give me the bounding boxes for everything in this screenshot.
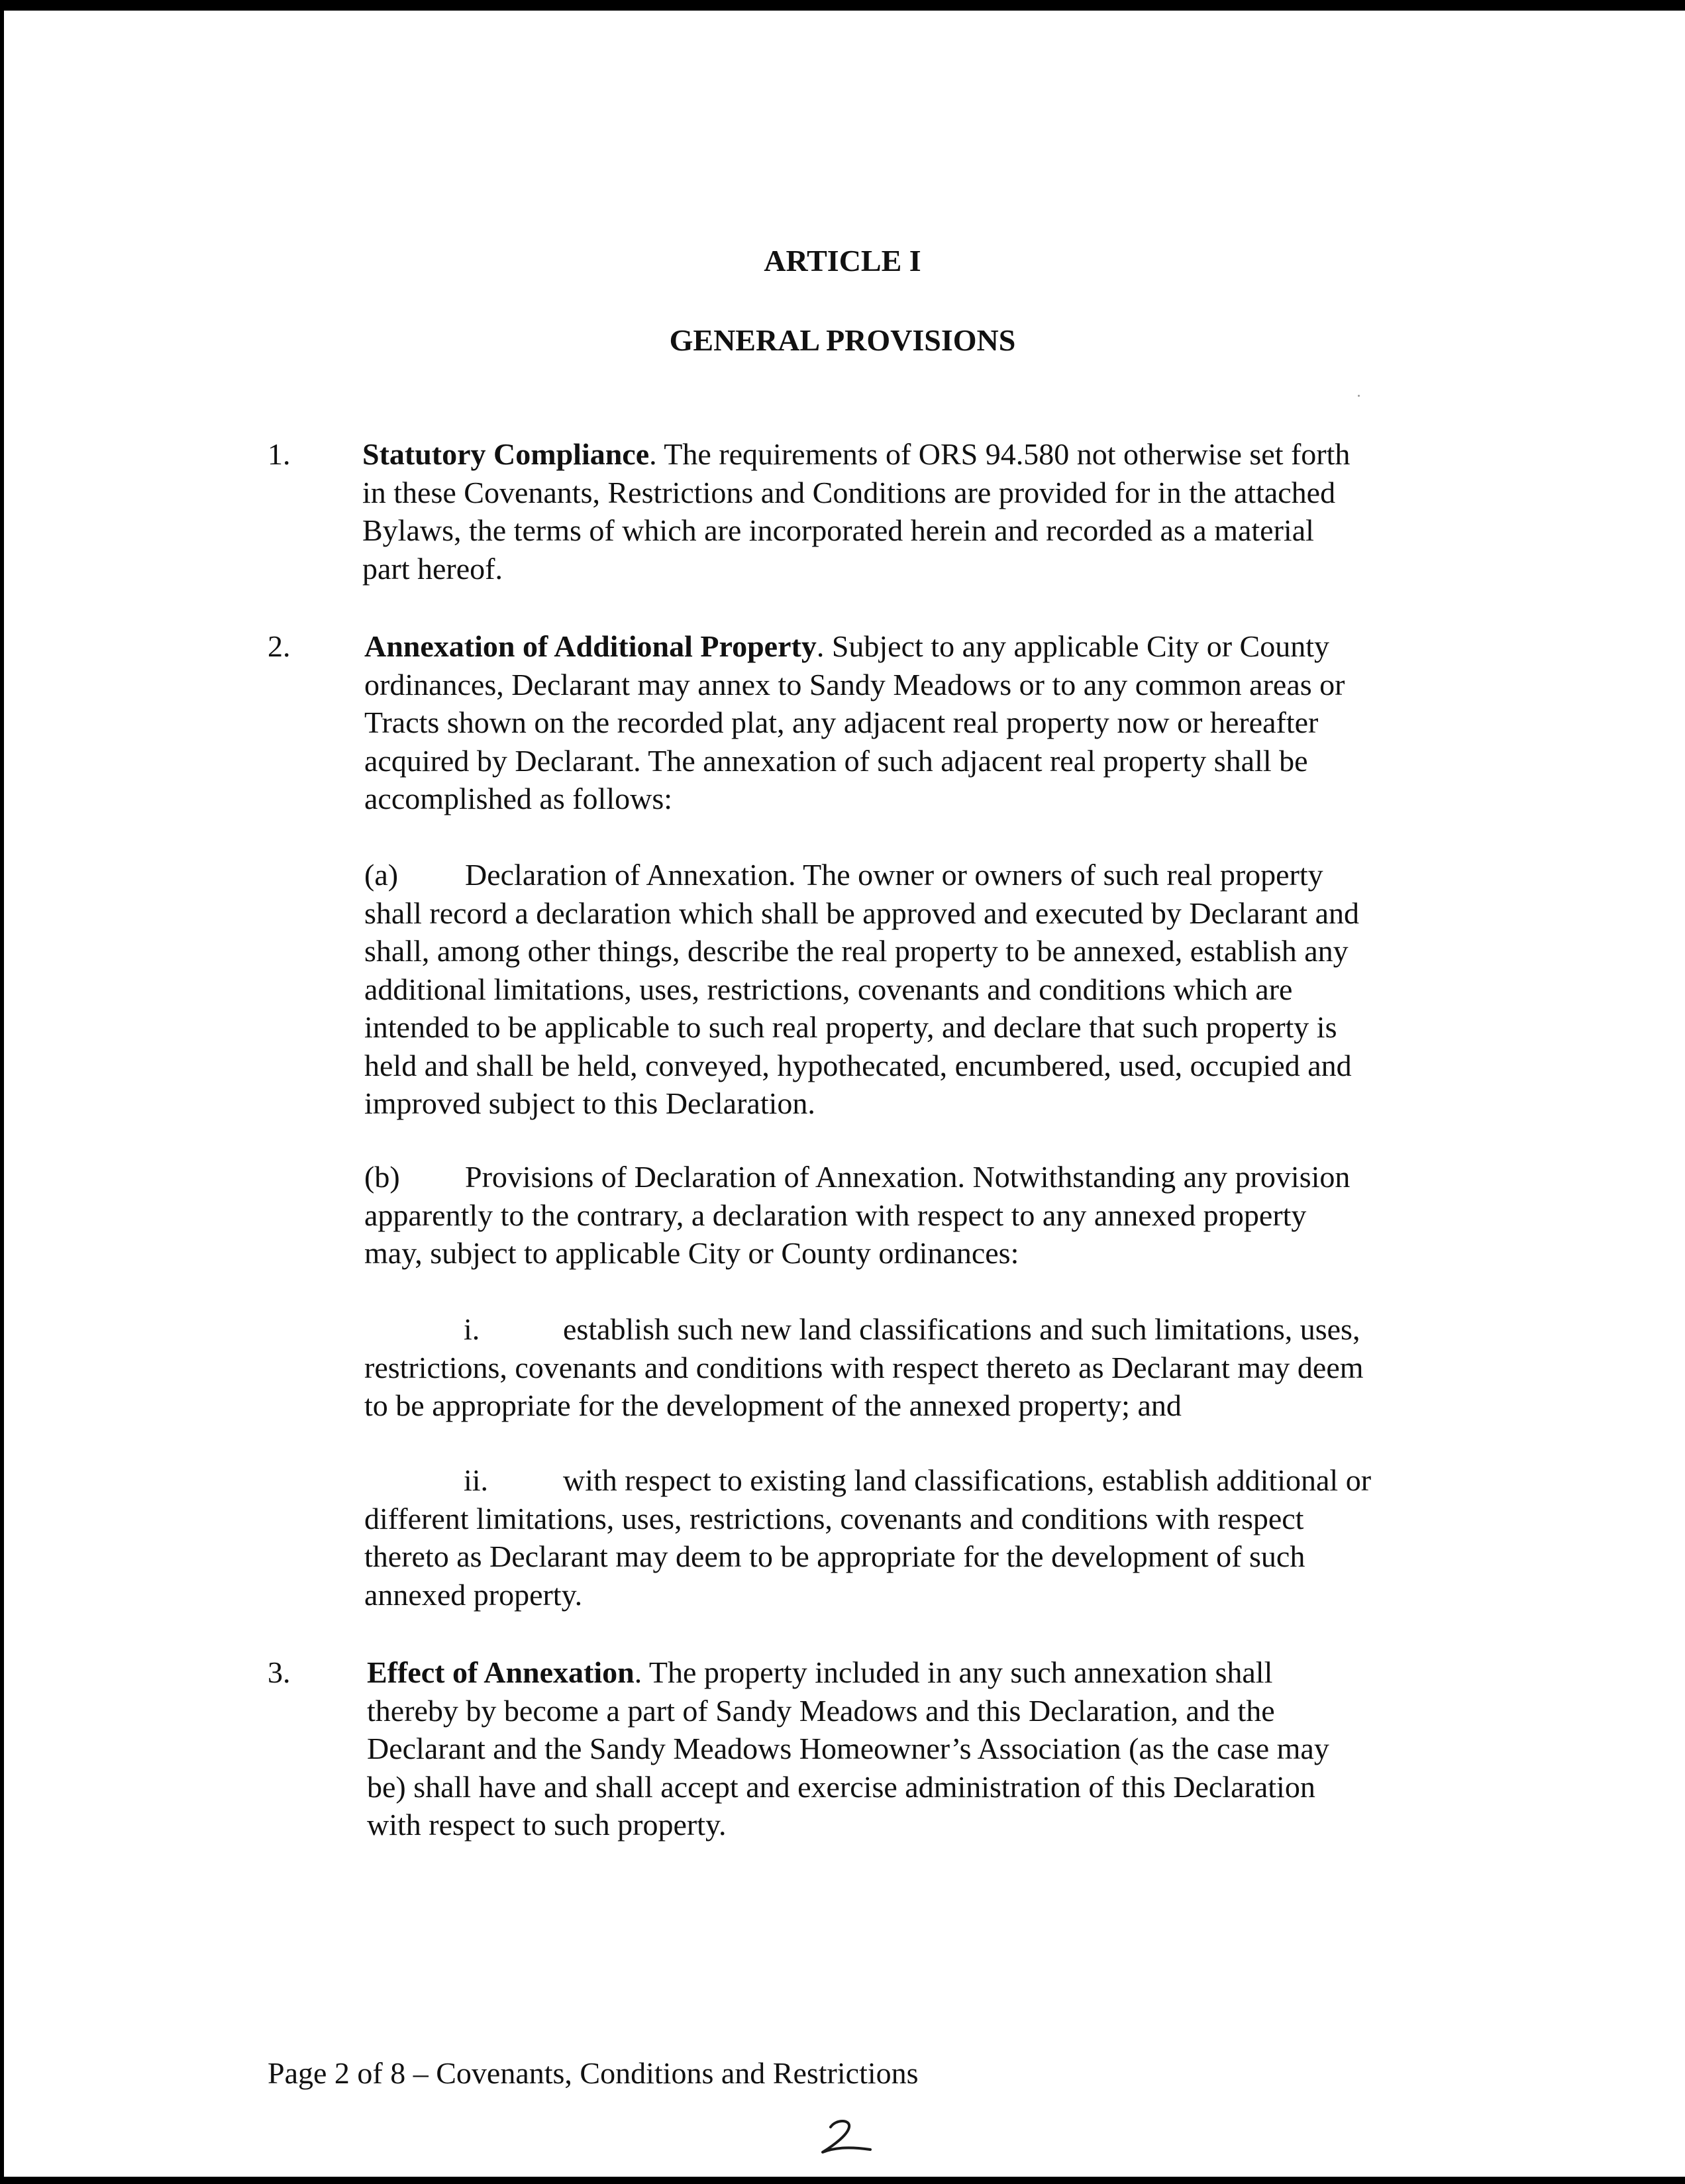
section-1-line-4: part hereof. [362,551,503,586]
item-ii-paragraph [364,1461,1371,1614]
subsection-a-line-5: intended to be applicable to such real property, and declare that such property is [364,1010,1337,1044]
section-3-title: Effect of Annexation [367,1655,635,1689]
subsection-a-line-2: shall record a declaration which shall be approved and executed by Declarant and [364,896,1360,930]
item-ii-line-4: annexed property. [364,1577,583,1612]
item-ii-line-1: ii. with respect to existing land classifications, establish additional or [364,1461,1371,1500]
section-3-paragraph [367,1653,1329,1844]
article-heading: ARTICLE I [764,244,921,278]
item-i-line-1: i. establish such new land classifications and such limitations, uses, [364,1310,1364,1349]
section-1-number: 1. [268,437,291,471]
section-1-line-1: Statutory Compliance. The requirements of ORS 94.580 not otherwise set forth [362,437,1351,471]
section-3-line-5: with respect to such property. [367,1808,727,1842]
section-3-line-2: thereby by become a part of Sandy Meadows and this Declaration, and the [367,1693,1275,1728]
handwritten-page-number [816,2116,876,2156]
scan-edge-top [0,0,1685,11]
section-heading: GENERAL PROVISIONS [669,323,1016,357]
section-2-line-3: Tracts shown on the recorded plat, any adjacent real property now or hereafter [364,705,1319,739]
subsection-a-line-7: improved subject to this Declaration. [364,1086,815,1120]
item-ii-line-3: thereto as Declarant may deem to be appropriate for the development of such [364,1539,1305,1573]
section-2-line-5: accomplished as follows: [364,782,673,815]
subsection-a-label: (a) [364,858,399,892]
scan-edge-bottom [0,2177,1685,2184]
section-2-title: Annexation of Additional Property [364,629,817,663]
item-ii-line-2: different limitations, uses, restrictions, covenants and conditions with respect [364,1501,1304,1535]
scan-speck [1358,395,1360,397]
section-1-line-3: Bylaws, the terms of which are incorporated herein and recorded as a material [362,513,1314,547]
section-2-number: 2. [268,629,291,663]
section-1-line-2: in these Covenants, Restrictions and Conditions are provided for in the attached [362,475,1336,509]
section-2-paragraph [364,627,1345,818]
page-footer: Page 2 of 8 – Covenants, Conditions and Restrictions [268,2056,919,2090]
section-3-line-3: Declarant and the Sandy Meadows Homeowner’s Association (as the case may [367,1732,1329,1765]
item-i-paragraph [364,1310,1364,1425]
subsection-b-paragraph [364,1158,1350,1273]
item-ii-label: ii. [464,1463,489,1497]
subsection-b-line-1: (b) Provisions of Declaration of Annexation. Notwithstanding any provision [364,1158,1350,1196]
subsection-a-line-1: (a) Declaration of Annexation. The owner or owners of such real property [364,856,1359,894]
section-3-line-1: Effect of Annexation. The property included in any such annexation shall [367,1655,1273,1689]
subsection-b-line-3: may, subject to applicable City or County ordinances: [364,1236,1019,1270]
subsection-a-line-6: held and shall be held, conveyed, hypothecated, encumbered, used, occupied and [364,1048,1352,1082]
section-2-line-4: acquired by Declarant. The annexation of such adjacent real property shall be [364,743,1308,778]
subsection-b-label: (b) [364,1160,400,1194]
subsection-a-line-3: shall, among other things, describe the real property to be annexed, establish any [364,934,1349,968]
section-3-line-4: be) shall have and shall accept and exercise administration of this Declaration [367,1769,1315,1804]
section-2-line-2: ordinances, Declarant may annex to Sandy Meadows or to any common areas or [364,667,1345,702]
item-i-label: i. [464,1312,480,1346]
section-2-line-1: Annexation of Additional Property. Subject to any applicable City or County [364,629,1330,663]
item-i-line-3: to be appropriate for the development of the annexed property; and [364,1388,1182,1422]
subsection-a-paragraph [364,856,1359,1123]
section-3-number: 3. [268,1655,291,1689]
item-i-line-2: restrictions, covenants and conditions with respect thereto as Declarant may deem [364,1350,1364,1384]
section-1-paragraph [362,435,1350,588]
section-1-title: Statutory Compliance [362,437,650,471]
subsection-a-line-4: additional limitations, uses, restrictions, covenants and conditions which are [364,972,1293,1006]
subsection-b-line-2: apparently to the contrary, a declaration with respect to any annexed property [364,1198,1307,1232]
